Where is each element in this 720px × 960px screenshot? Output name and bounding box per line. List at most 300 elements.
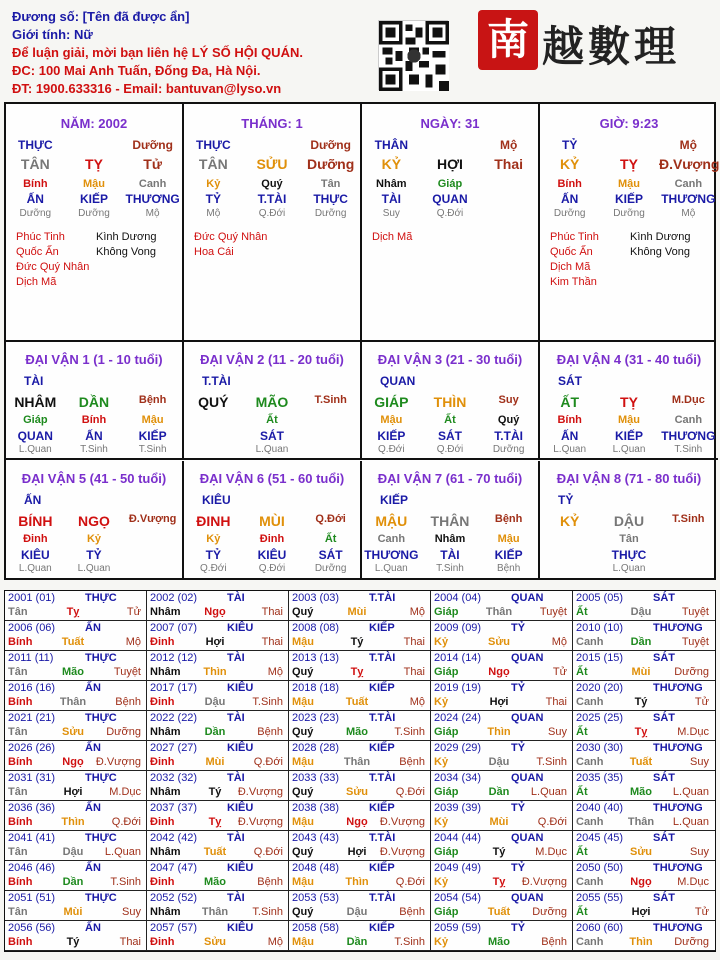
dai-van-hidden-stem: Tân (619, 533, 639, 545)
pillar-stem-branch-row (362, 156, 538, 172)
dai-van-star: T.TÀI (202, 374, 231, 388)
pillar-note: Dịch Mã (550, 261, 591, 273)
pillar-star: THỰC (18, 138, 53, 152)
year-star: ẤN (85, 802, 101, 814)
year-stem: Mậu (292, 696, 314, 708)
year-star: TÀI (227, 652, 245, 664)
year-stage: Đ.Vượng (379, 816, 425, 828)
pillar-note: Hoa Cái (194, 246, 234, 258)
dai-van-stage: L.Quan (612, 563, 646, 574)
pillar-hidden-stem-row (362, 178, 538, 190)
year-cell (5, 921, 147, 951)
year-label: 2012 (12) (150, 652, 198, 664)
year-stage: Bệnh (115, 696, 141, 708)
year-stage: L.Quan (672, 786, 709, 798)
year-star: TÀI (227, 892, 245, 904)
year-star: SÁT (653, 832, 675, 844)
year-cell (147, 891, 289, 921)
year-cell (147, 771, 289, 801)
dai-van-god: THƯƠNG (661, 429, 716, 443)
pillar-hidden-stem: Bính (557, 178, 582, 190)
year-cell (431, 711, 573, 741)
pillar-hidden-stem (480, 178, 538, 190)
year-branch: Sửu (203, 936, 227, 948)
pillar-column (362, 104, 540, 340)
year-label: 2049 (49) (434, 862, 482, 874)
pillar-note: Dịch Mã (372, 231, 413, 243)
dai-van-stem-branch: GIÁP (374, 394, 409, 410)
pillar-stage: Dưỡng (19, 208, 52, 219)
year-label: 2059 (59) (434, 922, 482, 934)
year-label: 2040 (40) (576, 802, 624, 814)
dai-van-title: ĐẠI VẬN 8 (71 - 80 tuổi) (556, 471, 702, 486)
dai-van-stage-row (184, 563, 360, 574)
year-label: 2057 (57) (150, 922, 198, 934)
year-cell (147, 651, 289, 681)
year-label: 2042 (42) (150, 832, 198, 844)
year-stem: Nhâm (150, 606, 181, 618)
pillar-stage: Dưỡng (613, 208, 645, 219)
year-branch: Tuất (203, 846, 227, 858)
pillar-star (65, 138, 123, 152)
pillar-note: Phúc Tinh (550, 231, 599, 243)
dai-van-god: KIÊU (257, 548, 287, 562)
year-label: 2058 (58) (292, 922, 340, 934)
year-label: 2002 (02) (150, 592, 198, 604)
pillar-star-row (362, 138, 538, 152)
year-stage: Thai (545, 696, 567, 708)
pillar-column (540, 104, 718, 340)
year-branch: Tuất (61, 636, 85, 648)
year-branch: Dậu (630, 606, 652, 618)
year-cell (431, 681, 573, 711)
year-branch: Thìn (345, 876, 369, 888)
year-stage: Tử (694, 696, 709, 708)
dai-van-god: T.TÀI (494, 429, 523, 443)
year-cell (573, 921, 715, 951)
year-stage: T.Sinh (252, 906, 283, 918)
pillar-god: THƯƠNG (125, 192, 180, 206)
year-star: THỰC (85, 652, 117, 664)
year-star: SÁT (653, 652, 675, 664)
dai-van-hidden-stem: Bính (557, 414, 582, 426)
dai-van-god: SÁT (318, 548, 343, 562)
year-cell (289, 621, 431, 651)
year-stage: Bệnh (257, 876, 283, 888)
pillar-god: QUAN (432, 192, 468, 206)
year-cell (5, 771, 147, 801)
year-star: THƯƠNG (653, 682, 703, 694)
year-star: THƯƠNG (653, 862, 703, 874)
year-star: QUAN (511, 652, 544, 664)
year-label: 2030 (30) (576, 742, 624, 754)
dai-van-god-row (362, 548, 538, 562)
pillar-hidden-stem: Mậu (82, 178, 105, 190)
dai-van-god: KIẾP (138, 429, 167, 443)
year-stem: Mậu (292, 816, 314, 828)
year-stem: Ất (576, 606, 588, 618)
pillar-title: NGÀY: 31 (420, 116, 480, 131)
year-branch: Sửu (345, 786, 369, 798)
dai-van-hidden-stem: Bính (81, 414, 107, 426)
pillar-stage-row (540, 208, 718, 219)
dai-van-grid (4, 342, 716, 580)
dai-van-god: THƯƠNG (364, 548, 419, 562)
pillar-column (6, 104, 184, 340)
year-stem: Giáp (434, 606, 459, 618)
pillar-stem-branch: Dưỡng (306, 156, 355, 172)
dai-van-hidden-stem-row (362, 533, 538, 545)
year-label: 2056 (56) (8, 922, 56, 934)
pillar-star: THÂN (374, 138, 408, 152)
year-branch: Tý (634, 696, 648, 708)
year-branch: Thân (485, 606, 513, 618)
year-label: 2005 (05) (576, 592, 624, 604)
year-star: KIẾP (369, 802, 395, 814)
year-cell (5, 651, 147, 681)
year-stage: Tuyệt (681, 606, 709, 618)
year-label: 2017 (17) (150, 682, 198, 694)
dai-van-stage: Dưỡng (492, 444, 525, 455)
dai-van-stem-branch-row (184, 513, 360, 529)
year-stem: Nhâm (150, 846, 181, 858)
year-stem: Quý (292, 606, 314, 618)
pillar-star-row (540, 138, 718, 152)
year-cell (289, 711, 431, 741)
pillar-star (600, 138, 659, 152)
year-stem: Đinh (150, 876, 175, 888)
year-label: 2004 (04) (434, 592, 482, 604)
pillar-hidden-stem: Canh (138, 178, 167, 190)
logo-seal: 南 (478, 10, 538, 70)
year-branch: Tý (350, 636, 364, 648)
year-star: THỰC (85, 892, 117, 904)
year-stem: Mậu (292, 636, 314, 648)
pillar-hidden-stem: Mậu (617, 178, 640, 190)
dai-van-star: QUAN (380, 374, 416, 388)
pillar-left-notes (550, 230, 599, 290)
dai-van-cell (540, 461, 718, 579)
year-cell (147, 621, 289, 651)
dai-van-stem-branch: DẬU (613, 513, 645, 529)
pillar-god: ẤN (26, 192, 44, 206)
year-star: KIẾP (369, 922, 395, 934)
dai-van-stem-branch: Đ.Vượng (128, 513, 177, 525)
year-star: QUAN (511, 772, 544, 784)
pillar-left-notes (194, 230, 267, 260)
year-branch: Thìn (61, 816, 85, 828)
year-cell (573, 591, 715, 621)
dai-van-hidden-stem (659, 533, 718, 545)
year-star: THƯƠNG (653, 742, 703, 754)
year-star: TỶ (511, 682, 526, 694)
year-star: SÁT (653, 592, 675, 604)
dai-van-hidden-stem-row (540, 533, 718, 545)
dai-van-title: ĐẠI VẬN 4 (31 - 40 tuổi) (556, 352, 702, 367)
year-branch: Mão (346, 726, 368, 738)
dai-van-star: KIÊU (202, 493, 231, 507)
year-stage: Thai (261, 606, 283, 618)
pillar-note: Dịch Mã (16, 276, 57, 288)
year-stem: Kỷ (434, 876, 449, 888)
year-cell (431, 891, 573, 921)
dai-van-stage: L.Quan (77, 563, 111, 574)
dai-van-god: KIẾP (494, 548, 523, 562)
dai-van-stage: L.Quan (255, 444, 289, 455)
pillar-note: Đức Quý Nhân (16, 261, 90, 273)
dai-van-stem-branch-row (540, 394, 718, 410)
dai-van-god: THỰC (611, 548, 647, 562)
year-label: 2031 (31) (8, 772, 56, 784)
year-branch: Thân (201, 906, 229, 918)
year-stage: Tuyệt (113, 666, 141, 678)
year-label: 2026 (26) (8, 742, 56, 754)
year-star: KIẾP (369, 862, 395, 874)
year-cell (573, 831, 715, 861)
year-stem: Tân (8, 606, 28, 618)
year-stem: Tân (8, 726, 28, 738)
pillar-stem-branch: Tử (143, 156, 162, 172)
year-cell (147, 861, 289, 891)
dai-van-god-row (184, 429, 360, 443)
year-stem: Kỷ (434, 936, 449, 948)
year-stem: Ất (576, 726, 588, 738)
year-star: SÁT (653, 772, 675, 784)
dai-van-stem-branch: BÍNH (18, 513, 53, 529)
year-star: THỰC (85, 712, 117, 724)
pillar-star-row (184, 138, 360, 152)
dai-van-stage: Q.Đới (378, 444, 405, 455)
year-stage: M.Dục (677, 876, 709, 888)
year-branch: Hợi (63, 786, 83, 798)
pillar-note: Quốc Ấn (16, 246, 59, 258)
year-label: 2021 (21) (8, 712, 56, 724)
dai-van-god: TỶ (86, 548, 102, 562)
dai-van-stage: Q.Đới (200, 563, 227, 574)
dai-van-hidden-stem (184, 414, 242, 426)
year-cell (289, 591, 431, 621)
pillar-stem-branch: SỬU (256, 156, 288, 172)
year-star: T.TÀI (369, 652, 396, 664)
year-stage: Q.Đới (253, 846, 283, 858)
pillar-note: Phúc Tinh (16, 231, 65, 243)
phone-email-line: ĐT: 1900.633316 - Email: bantuvan@lyso.vn (12, 81, 282, 96)
year-stem: Canh (576, 816, 604, 828)
year-branch: Ngọ (204, 606, 226, 618)
year-stem: Bính (8, 936, 33, 948)
pillar-hidden-stem: Tân (320, 178, 341, 190)
header (12, 8, 372, 98)
year-branch: Tý (492, 846, 506, 858)
pillar-star: Dưỡng (132, 138, 173, 152)
year-branch: Thìn (203, 666, 227, 678)
dai-van-stem-branch-row (362, 513, 538, 529)
pillar-star: Dưỡng (310, 138, 351, 152)
pillar-stage: Q.Đới (436, 208, 464, 219)
year-stem: Quý (292, 726, 314, 738)
year-grid (4, 590, 716, 952)
pillar-stem-branch-row (184, 156, 360, 172)
dai-van-stage (184, 444, 242, 455)
dai-van-stage (659, 563, 718, 574)
pillar-god: TỶ (205, 192, 221, 206)
pillar-god: T.TÀI (257, 192, 287, 206)
dai-van-stem-branch: NGỌ (78, 513, 110, 529)
pillar-note: Kim Thần (550, 276, 597, 288)
year-branch: Mão (204, 876, 226, 888)
pillar-hidden-stem-row (184, 178, 360, 190)
year-star: TÀI (227, 772, 245, 784)
pillar-stem-branch: TÂN (20, 156, 50, 172)
year-stage: Q.Đới (537, 816, 567, 828)
year-cell (431, 591, 573, 621)
dai-van-stem-branch: Bệnh (138, 394, 167, 406)
contact-line: Để luận giải, mời bạn liên hệ LÝ SỐ HỘI QUÁN. (12, 45, 303, 60)
year-label: 2051 (51) (8, 892, 56, 904)
year-cell (289, 741, 431, 771)
year-star: TỶ (511, 802, 526, 814)
year-star: TÀI (227, 832, 245, 844)
year-stage: Dưỡng (106, 726, 141, 738)
year-label: 2006 (06) (8, 622, 56, 634)
dai-van-stem-branch: T.Sinh (314, 394, 347, 406)
pillar-left-notes (372, 230, 412, 245)
pillar-note: Không Vong (630, 246, 690, 258)
year-branch: Hợi (631, 906, 651, 918)
year-stage: Tử (694, 906, 709, 918)
year-star: TỶ (511, 922, 526, 934)
year-label: 2024 (24) (434, 712, 482, 724)
year-cell (573, 621, 715, 651)
dai-van-stage (302, 444, 360, 455)
owner-label: Đương số: (12, 9, 80, 24)
dai-van-stage-row (540, 444, 718, 455)
dai-van-hidden-stem (540, 533, 599, 545)
year-star: KIÊU (227, 742, 254, 754)
pillar-star: THỰC (196, 138, 231, 152)
year-star: KIÊU (227, 922, 254, 934)
year-stem: Quý (292, 666, 314, 678)
year-stage: M.Dục (109, 786, 141, 798)
year-stage: Suy (548, 726, 567, 738)
year-stage: Thai (261, 636, 283, 648)
dai-van-stem-branch: Suy (498, 394, 519, 406)
year-stage: Q.Đới (253, 756, 283, 768)
year-star: ẤN (85, 862, 101, 874)
year-branch: Mùi (63, 906, 83, 918)
year-stem: Bính (8, 816, 33, 828)
year-branch: Thân (343, 756, 371, 768)
year-branch: Dần (204, 726, 226, 738)
year-star: TÀI (227, 712, 245, 724)
year-stem: Bính (8, 636, 33, 648)
year-stage: Dưỡng (674, 666, 709, 678)
pillar-hidden-stem: Kỷ (206, 178, 221, 190)
year-stage: Đ.Vượng (379, 846, 425, 858)
dai-van-god: KIẾP (614, 429, 643, 443)
dai-van-god: TÀI (440, 548, 460, 562)
year-stem: Quý (292, 846, 314, 858)
year-stem: Mậu (292, 876, 314, 888)
year-star: ẤN (85, 622, 101, 634)
dai-van-god (124, 548, 182, 562)
year-stage: Tử (552, 666, 567, 678)
year-stage: T.Sinh (394, 726, 425, 738)
pillar-hidden-stem: Bính (23, 178, 48, 190)
year-branch: Thìn (629, 936, 653, 948)
dai-van-god-row (362, 429, 538, 443)
year-label: 2018 (18) (292, 682, 340, 694)
year-stem: Kỷ (434, 756, 449, 768)
dai-van-god: QUAN (17, 429, 53, 443)
year-star: QUAN (511, 892, 544, 904)
year-stage: Q.Đới (395, 786, 425, 798)
owner-line (12, 8, 372, 26)
dai-van-star: ẤN (24, 493, 42, 507)
year-label: 2047 (47) (150, 862, 198, 874)
year-branch: Tỵ (66, 606, 80, 618)
pillar-god: KIẾP (79, 192, 108, 206)
dai-van-hidden-stem: Canh (674, 414, 703, 426)
year-stage: Suy (690, 846, 709, 858)
year-stage: L.Quan (104, 846, 141, 858)
year-branch: Dần (630, 636, 652, 648)
year-stem: Quý (292, 786, 314, 798)
dai-van-stage-row (6, 444, 182, 455)
year-label: 2009 (09) (434, 622, 482, 634)
year-branch: Tỵ (492, 876, 506, 888)
year-label: 2033 (33) (292, 772, 340, 784)
pillar-hidden-stem: Nhâm (376, 178, 407, 190)
year-cell (5, 801, 147, 831)
dai-van-stage (540, 563, 599, 574)
year-label: 2023 (23) (292, 712, 340, 724)
year-branch: Mùi (489, 816, 509, 828)
year-stem: Bính (8, 756, 33, 768)
pillar-star: Mộ (679, 138, 697, 152)
year-stem: Tân (8, 846, 28, 858)
dai-van-cell (540, 342, 718, 460)
pillar-stage-row (6, 208, 182, 219)
year-cell (147, 831, 289, 861)
year-stem: Giáp (434, 786, 459, 798)
year-cell (289, 831, 431, 861)
dai-van-cell (362, 342, 540, 460)
dai-van-stage: T.Sinh (80, 444, 108, 455)
year-star: SÁT (653, 892, 675, 904)
year-star: T.TÀI (369, 832, 396, 844)
year-label: 2008 (08) (292, 622, 340, 634)
pillar-stage (480, 208, 538, 219)
year-cell (147, 741, 289, 771)
year-stage: Dưỡng (674, 936, 709, 948)
year-branch: Tuất (487, 906, 511, 918)
year-cell (289, 801, 431, 831)
year-cell (573, 711, 715, 741)
year-branch: Dần (488, 786, 510, 798)
pillar-stem-branch-row (540, 156, 718, 172)
dai-van-star: SÁT (558, 374, 582, 388)
year-star: THƯƠNG (653, 922, 703, 934)
year-cell (147, 591, 289, 621)
year-cell (431, 801, 573, 831)
dai-van-title: ĐẠI VẬN 1 (1 - 10 tuổi) (25, 352, 163, 367)
pillar-note: Kình Dương (630, 231, 691, 243)
year-star: KIÊU (227, 622, 254, 634)
year-star: TỶ (511, 622, 526, 634)
year-stem: Mậu (292, 756, 314, 768)
year-label: 2035 (35) (576, 772, 624, 784)
